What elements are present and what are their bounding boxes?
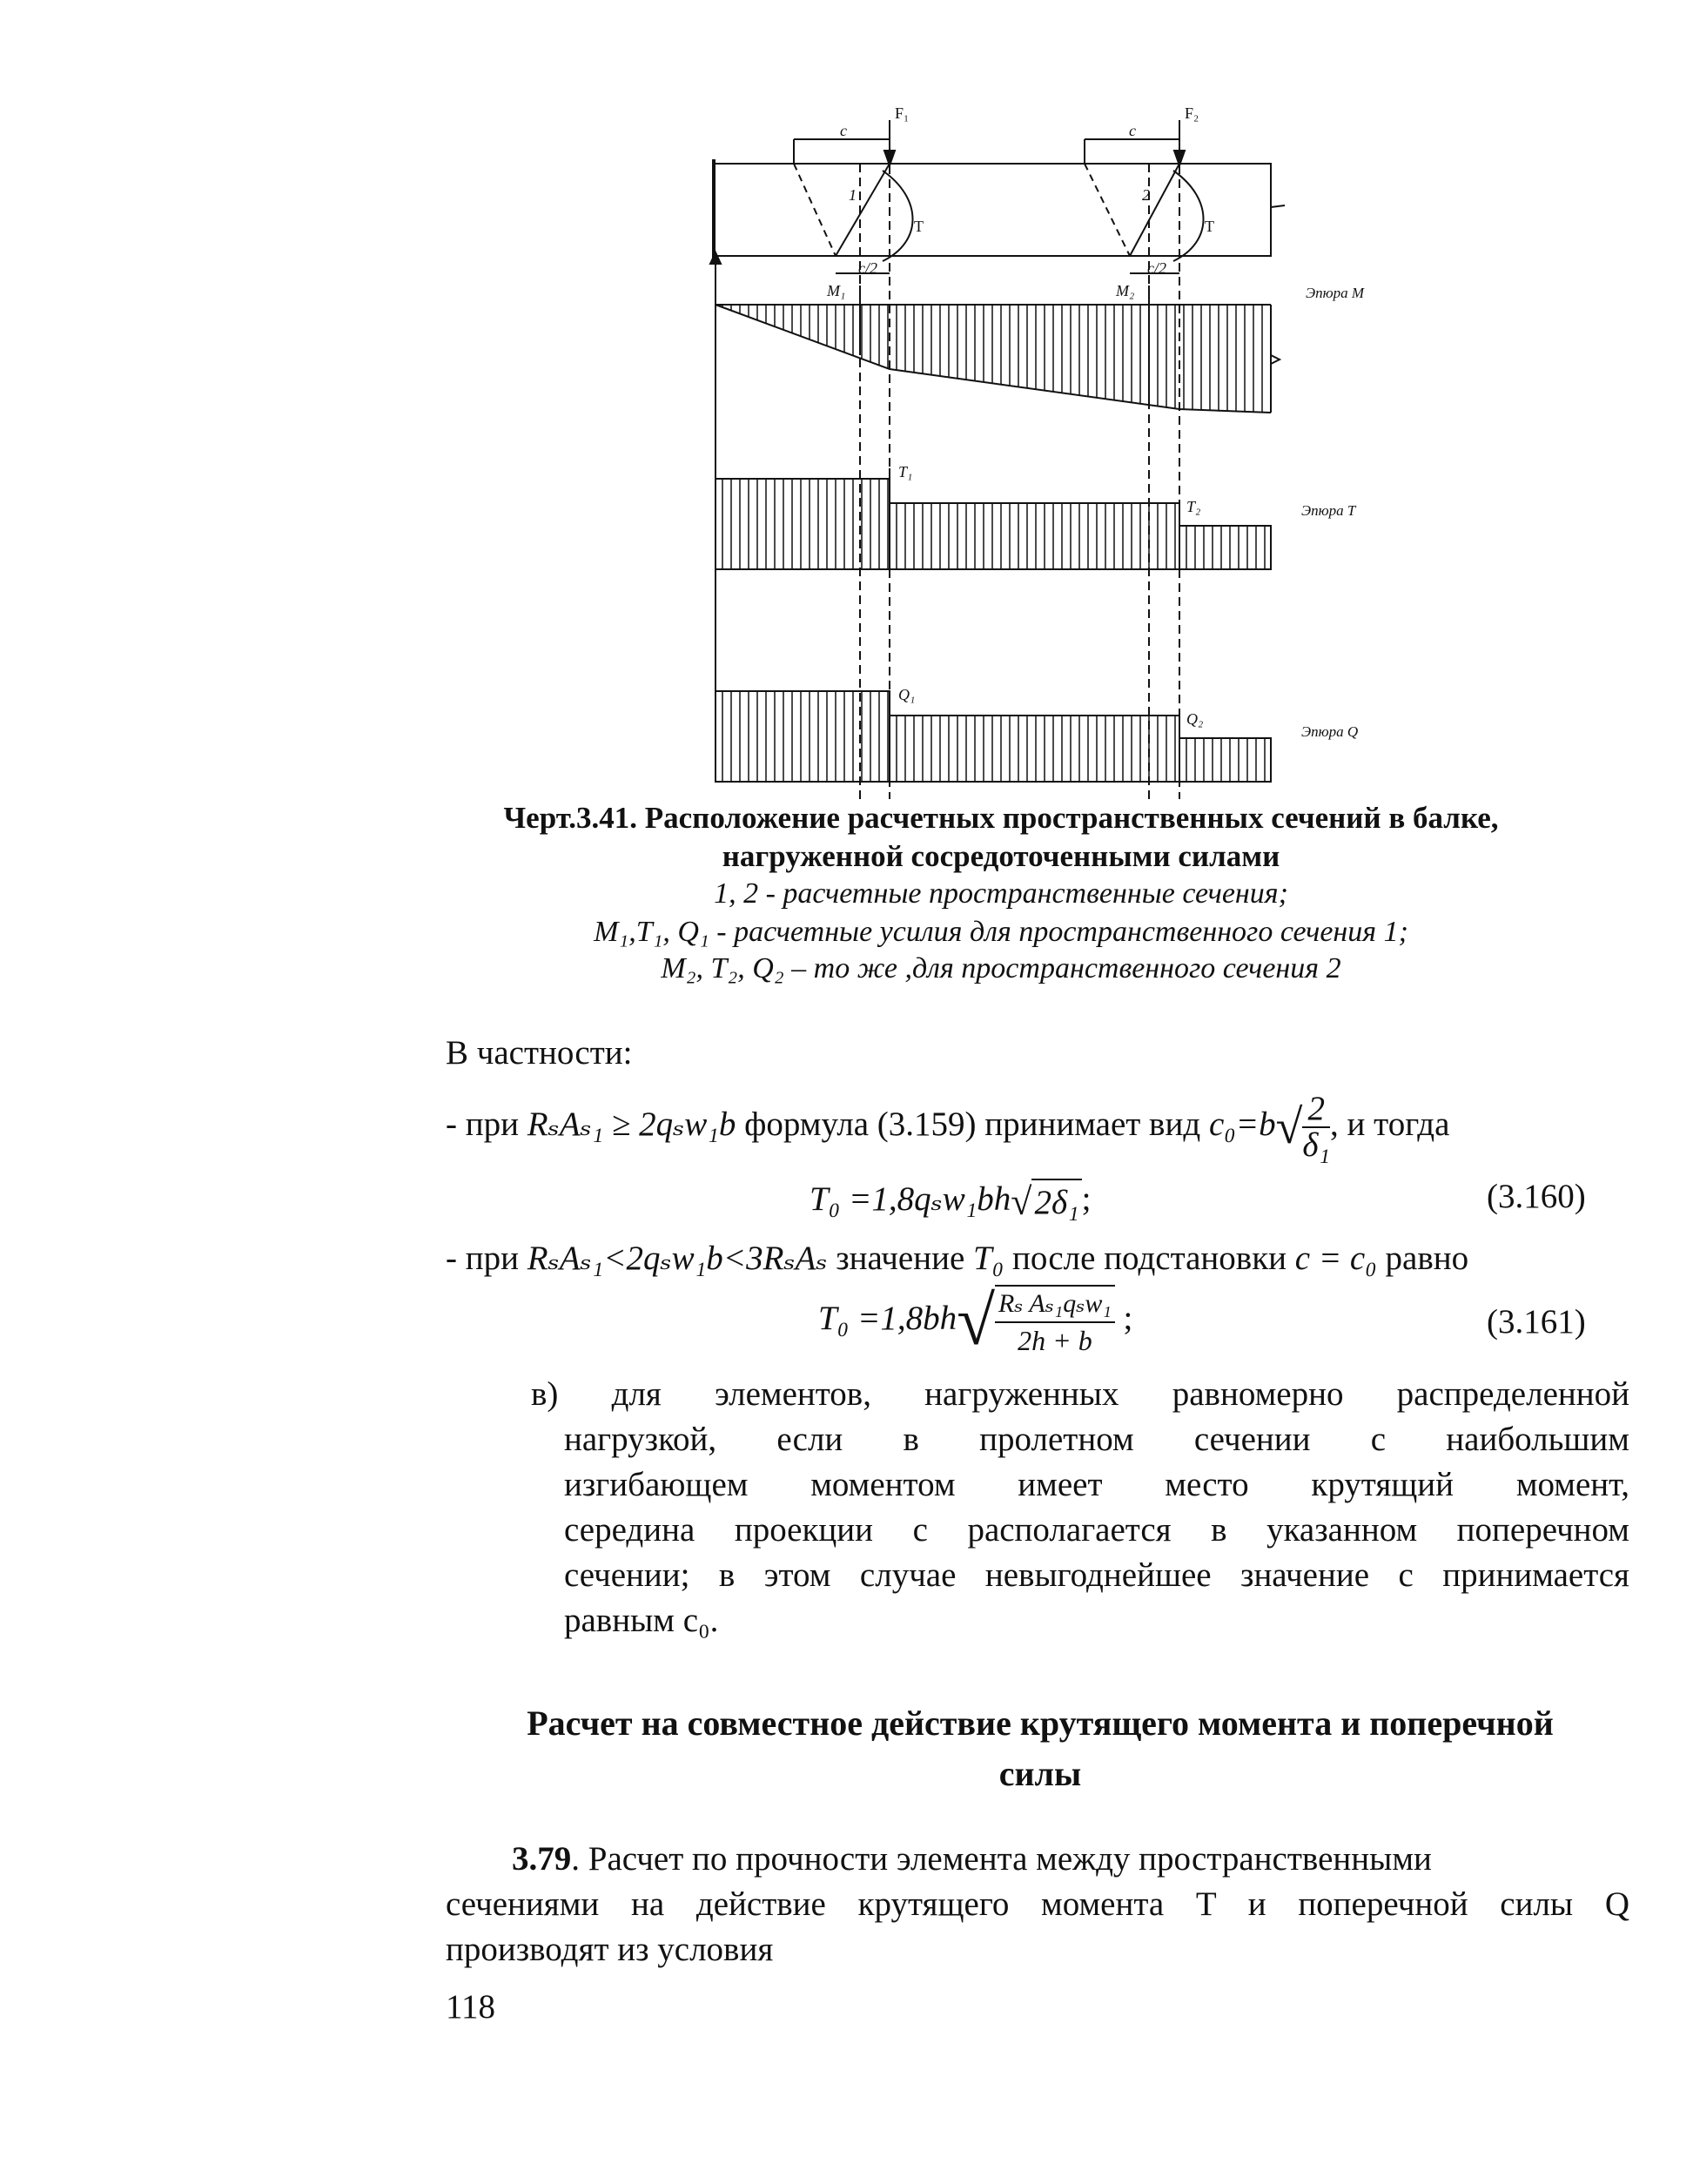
figure-caption-line-3: M₂, T₂, Q₂ – то же ,для пространственного сечения 2 xyxy=(661,952,1341,984)
case1-mid: формула (3.159) принимает вид xyxy=(744,1105,1201,1143)
eq-number-3-161: (3.161) xyxy=(1487,1303,1586,1341)
para-v-line-2: нагрузкой, если в пролетном сечении с наибольшим xyxy=(564,1421,1629,1458)
half-c-label-2: c/2 xyxy=(1147,259,1166,277)
para-v-line-4: середина проекции с располагается в указанном поперечном xyxy=(564,1511,1629,1549)
page-number: 118 xyxy=(446,1988,496,2026)
eq-number-3-160: (3.160) xyxy=(1487,1178,1586,1215)
case1-suffix: , и тогда xyxy=(1330,1105,1450,1143)
eq160-root: 2δ₁ xyxy=(1031,1179,1081,1226)
para-379-line-3: производят из условия xyxy=(446,1931,774,1968)
para-number: 3.79 xyxy=(512,1840,572,1878)
moment-label-1: M₁ xyxy=(827,282,846,299)
torque-diagram-part3 xyxy=(1179,526,1271,569)
t-label-2: T₂ xyxy=(1186,498,1201,515)
para-379-line-2: сечениями на действие крутящего момента T и поперечной силы Q xyxy=(446,1885,1629,1923)
beam-diagram xyxy=(696,103,1410,799)
case1-prefix: - при xyxy=(446,1105,519,1143)
para-v-line-5: сечении; в этом случае невыгоднейшее значение с принимается xyxy=(564,1556,1629,1594)
diagram-name-t: Эпюра T xyxy=(1301,502,1356,519)
shear-diagram-part3 xyxy=(1179,738,1271,782)
figure-caption-title-2: нагруженной сосредоточенными силами xyxy=(722,839,1280,873)
force-label-2: F₂ xyxy=(1185,104,1199,122)
figure-caption-title-1: Черт.3.41. Расположение расчетных пространственных сечений в балке, xyxy=(503,801,1499,835)
q-label-2: Q₂ xyxy=(1186,710,1204,728)
diagram-name-q: Эпюра Q xyxy=(1301,723,1359,740)
para-v-line-3: изгибающем моментом имеет место крутящий момент, xyxy=(564,1466,1629,1503)
case2-condition: RₛAₛ₁<2qₛw₁b<3RₛAₛ xyxy=(527,1240,828,1277)
c-label-2: c xyxy=(1129,122,1136,139)
torque-label-1: T xyxy=(914,218,924,235)
eq161-fraction: $\frac{\text{Rₛ Aₛ₁qₛw₁}}{2h + b}$ xyxy=(995,1285,1115,1358)
figure-caption-line-1: 1, 2 - расчетные пространственные сечения; xyxy=(714,877,1288,910)
eq161-lhs: T₀ =1,8bh xyxy=(818,1299,957,1337)
t-label-1: T₁ xyxy=(898,463,913,480)
para-v-last: равным c₀. xyxy=(564,1602,719,1639)
intro-text: В частности: xyxy=(446,1034,633,1072)
shear-diagram-part2 xyxy=(890,716,1179,782)
eq160-lhs: T₀ =1,8qₛw₁bh xyxy=(810,1180,1011,1218)
beam xyxy=(714,164,1271,256)
section-label-1: 1 xyxy=(849,186,857,204)
case1-condition: RₛAₛ₁ ≥ 2qₛw₁b xyxy=(527,1105,736,1143)
half-c-label-1: c/2 xyxy=(858,259,877,277)
torque-diagram-part1 xyxy=(715,479,890,569)
case2-line: - при RₛAₛ₁<2qₛw₁b<3RₛAₛ значение T₀ после подстановки c = c₀ равно xyxy=(446,1240,1469,1277)
eq-3-161: T₀ =1,8bh√ $\frac{\text{Rₛ Aₛ₁qₛw₁}}{2h + b}$ ; xyxy=(818,1283,1133,1360)
para-379-line-1: 3.79. Расчет по прочности элемента между пространственными xyxy=(512,1840,1432,1878)
section-heading-1: Расчет на совместное действие крутящего момента и поперечной xyxy=(527,1704,1554,1743)
section-heading-2: силы xyxy=(998,1754,1082,1793)
diagram-name-m: Эпюра M xyxy=(1306,285,1365,301)
shear-diagram-part1 xyxy=(715,691,890,782)
torque-diagram-part2 xyxy=(890,503,1179,569)
eq-3-160: T₀ =1,8qₛw₁bh√2δ₁; xyxy=(810,1177,1091,1226)
moment-label-2: M₂ xyxy=(1116,282,1135,299)
case1-line: - при RₛAₛ₁ ≥ 2qₛw₁b формула (3.159) принимает вид c₀=b√ $\frac{2}{\text{δ₁}}$ , и тогда xyxy=(446,1090,1450,1164)
case1-formula-lhs: c₀=b xyxy=(1208,1105,1276,1143)
figure-caption-line-2: M₁,T₁, Q₁ - расчетные усилия для пространственного сечения 1; xyxy=(594,916,1408,948)
torque-label-2: T xyxy=(1205,218,1214,235)
force-label-1: F₁ xyxy=(895,104,910,122)
section-label-2: 2 xyxy=(1142,186,1150,204)
case1-fraction: $\frac{2}{\text{δ₁}}$ xyxy=(1302,1090,1331,1164)
q-label-1: Q₁ xyxy=(898,686,916,703)
moment-diagram-curve xyxy=(715,305,1271,413)
c-label-1: c xyxy=(840,122,847,139)
para-v-line-1: в) для элементов, нагруженных равномерно распределенной xyxy=(531,1375,1629,1413)
